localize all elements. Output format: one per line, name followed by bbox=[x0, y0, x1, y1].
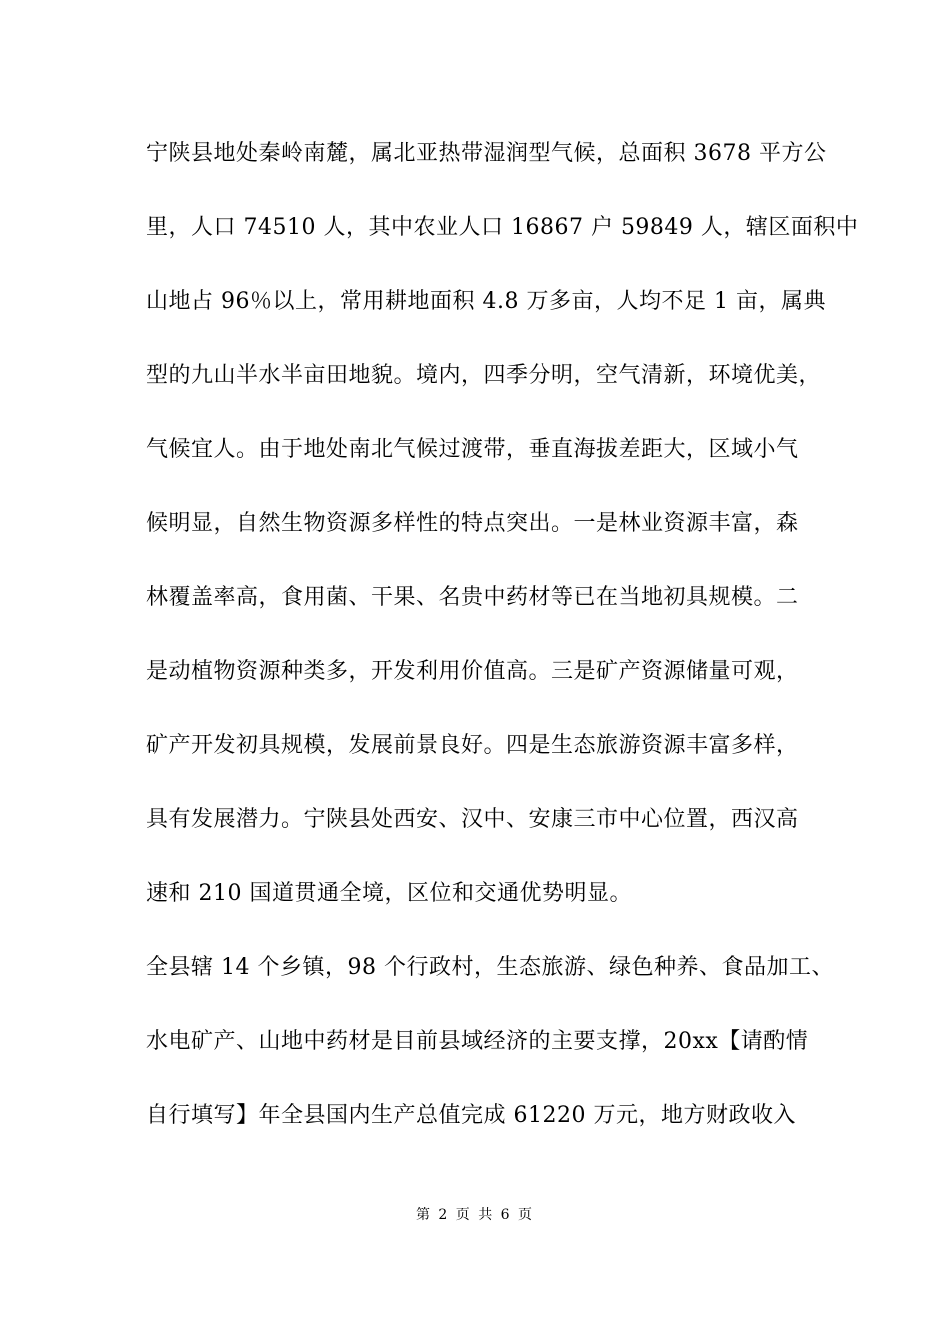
text-line: 自行填写】年全县国内生产总值完成 61220 万元，地方财政收入 bbox=[146, 1103, 796, 1128]
text-line: 气候宜人。由于地处南北气候过渡带，垂直海拔差距大，区域小气 bbox=[146, 437, 799, 462]
text-line: 全县辖 14 个乡镇，98 个行政村，生态旅游、绿色种养、食品加工、 bbox=[146, 955, 834, 980]
text-line: 具有发展潜力。宁陕县处西安、汉中、安康三市中心位置，西汉高 bbox=[146, 807, 799, 832]
text-line: 山地占 96％以上，常用耕地面积 4.8 万多亩，人均不足 1 亩，属典 bbox=[146, 289, 826, 314]
text-line: 速和 210 国道贯通全境，区位和交通优势明显。 bbox=[146, 881, 632, 906]
text-line: 矿产开发初具规模，发展前景良好。四是生态旅游资源丰富多样， bbox=[146, 733, 799, 758]
text-line: 宁陕县地处秦岭南麓，属北亚热带湿润型气候，总面积 3678 平方公 bbox=[146, 141, 827, 166]
page-number-footer: 第 2 页 共 6 页 bbox=[415, 1207, 535, 1223]
text-line: 候明显，自然生物资源多样性的特点突出。一是林业资源丰富，森 bbox=[146, 511, 799, 536]
text-line: 林覆盖率高，食用菌、干果、名贵中药材等已在当地初具规模。二 bbox=[146, 585, 799, 610]
text-line: 是动植物资源种类多，开发利用价值高。三是矿产资源储量可观， bbox=[146, 659, 799, 684]
body-text bbox=[146, 134, 859, 1170]
text-line: 水电矿产、山地中药材是目前县域经济的主要支撑，20xx【请酌情 bbox=[146, 1029, 809, 1054]
text-line: 型的九山半水半亩田地貌。境内，四季分明，空气清新，环境优美， bbox=[146, 363, 822, 388]
text-line: 里，人口 74510 人，其中农业人口 16867 户 59849 人，辖区面积中 bbox=[146, 215, 859, 240]
